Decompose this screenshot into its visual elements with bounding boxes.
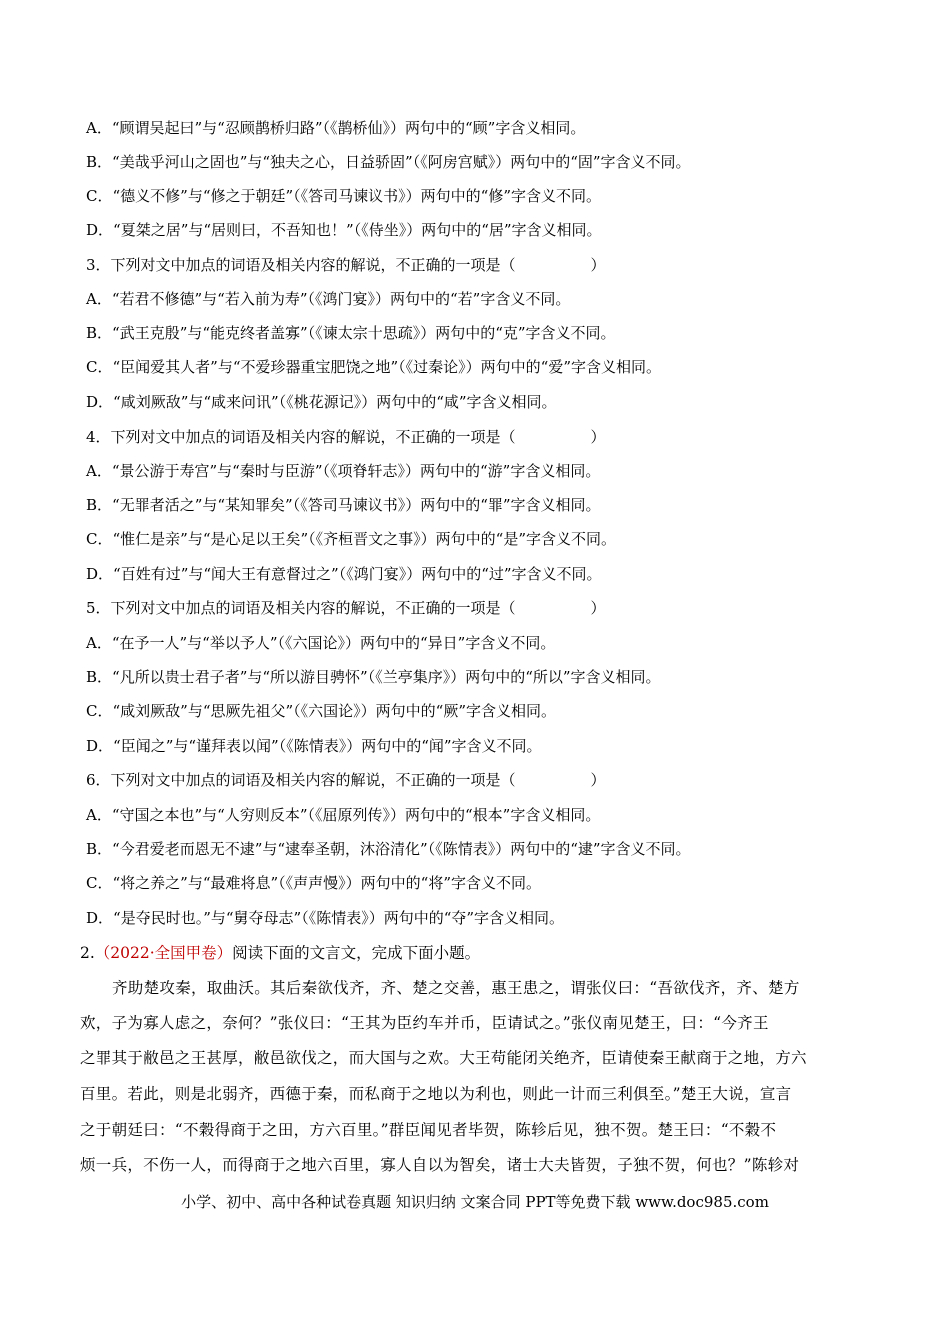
passage-line: 百里。若此，则是北弱齐，西德于秦，而私商于之地以为利也，则此一计而三利俱至。”楚王大说，宣言 <box>80 1085 792 1103</box>
q6-option-d: D．“是夺民时也。”与“舅夺母志”（《陈情表》）两句中的“夺”字含义相同。 <box>86 909 565 927</box>
q3-heading: 3．下列对文中加点的词语及相关内容的解说，不正确的一项是（ ） <box>86 256 606 274</box>
q2-option-c: C．“德义不修”与“修之于朝廷”（《答司马谏议书》）两句中的“修”字含义不同。 <box>86 187 601 205</box>
q4-option-a: A．“景公游于寿宫”与“秦时与臣游”（《项脊轩志》）两句中的“游”字含义相同。 <box>86 462 601 480</box>
q5-option-a: A．“在予一人”与“举以予人”（《六国论》）两句中的“异日”字含义不同。 <box>86 634 556 652</box>
section-number: 2. <box>80 944 95 962</box>
q3-option-b: B．“武王克殷”与“能克终者盖寡”（《谏太宗十思疏》）两句中的“克”字含义不同。 <box>86 324 616 342</box>
q3-option-a: A．“若君不修德”与“若入前为寿”（《鸿门宴》）两句中的“若”字含义不同。 <box>86 290 571 308</box>
q2-option-a: A．“顾谓吴起曰”与“忍顾鹊桥归路”（《鹊桥仙》）两句中的“顾”字含义相同。 <box>86 119 586 137</box>
section-2-heading <box>80 943 480 963</box>
q4-option-b: B．“无罪者活之”与“某知罪矣”（《答司马谏议书》）两句中的“罪”字含义相同。 <box>86 496 601 514</box>
q6-option-b: B．“今君爱老而恩无不逮”与“逮奉圣朝，沐浴清化”（《陈情表》）两句中的“逮”字含义不同。 <box>86 840 691 858</box>
q3-option-c: C．“臣闻爱其人者”与“不爱珍器重宝肥饶之地”（《过秦论》）两句中的“爱”字含义相同。 <box>86 358 661 376</box>
q4-heading: 4．下列对文中加点的词语及相关内容的解说，不正确的一项是（ ） <box>86 428 606 446</box>
q2-option-b: B．“美哉乎河山之固也”与“独夫之心，日益骄固”（《阿房宫赋》）两句中的“固”字含义不同。 <box>86 153 691 171</box>
source-tag: （2022·全国甲卷） <box>94 944 233 962</box>
passage-line: 烦一兵，不伤一人，而得商于之地六百里，寡人自以为智矣，诸士大夫皆贺，子独不贺，何也？”陈轸对 <box>80 1156 800 1174</box>
q2-option-d: D．“夏桀之居”与“居则曰，不吾知也！”（《侍坐》）两句中的“居”字含义相同。 <box>86 221 602 239</box>
q5-option-c: C．“咸刘厥敌”与“思厥先祖父”（《六国论》）两句中的“厥”字含义相同。 <box>86 702 556 720</box>
q5-option-b: B．“凡所以贵士君子者”与“所以游目骋怀”（《兰亭集序》）两句中的“所以”字含义相同。 <box>86 668 661 686</box>
section-instruction: 阅读下面的文言文，完成下面小题。 <box>232 944 481 962</box>
q3-option-d: D．“咸刘厥敌”与“咸来问讯”（《桃花源记》）两句中的“咸”字含义相同。 <box>86 393 557 411</box>
q4-option-c: C．“惟仁是亲”与“是心足以王矣”（《齐桓晋文之事》）两句中的“是”字含义不同。 <box>86 530 616 548</box>
q6-heading: 6．下列对文中加点的词语及相关内容的解说，不正确的一项是（ ） <box>86 771 606 789</box>
q5-option-d: D．“臣闻之”与“谨拜表以闻”（《陈情表》）两句中的“闻”字含义不同。 <box>86 737 542 755</box>
q6-option-a: A．“守国之本也”与“人穷则反本”（《屈原列传》）两句中的“根本”字含义相同。 <box>86 806 601 824</box>
q6-option-c: C．“将之养之”与“最难将息”（《声声慢》）两句中的“将”字含义不同。 <box>86 874 541 892</box>
q4-option-d: D．“百姓有过”与“闻大王有意督过之”（《鸿门宴》）两句中的“过”字含义不同。 <box>86 565 602 583</box>
page-footer: 小学、初中、高中各种试卷真题 知识归纳 文案合同 PPT等免费下载 www.doc985.com <box>181 1193 769 1211</box>
q5-heading: 5．下列对文中加点的词语及相关内容的解说，不正确的一项是（ ） <box>86 599 606 617</box>
passage-line: 欢，子为寡人虑之，奈何？”张仪曰：“王其为臣约车并币，臣请试之。”张仪南见楚王，曰：“今齐王 <box>80 1014 769 1032</box>
passage-line: 齐助楚攻秦，取曲沃。其后秦欲伐齐，齐、楚之交善，惠王患之，谓张仪曰：“吾欲伐齐，齐、楚方 <box>112 979 800 997</box>
passage-line: 之罪其于敝邑之王甚厚，敝邑欲伐之，而大国与之欢。大王苟能闭关绝齐，臣请使秦王献商于之地，方六 <box>80 1049 807 1067</box>
passage-line: 之于朝廷曰：“不穀得商于之田，方六百里。”群臣闻见者毕贺，陈轸后见，独不贺。楚王曰：“不穀不 <box>80 1121 777 1139</box>
